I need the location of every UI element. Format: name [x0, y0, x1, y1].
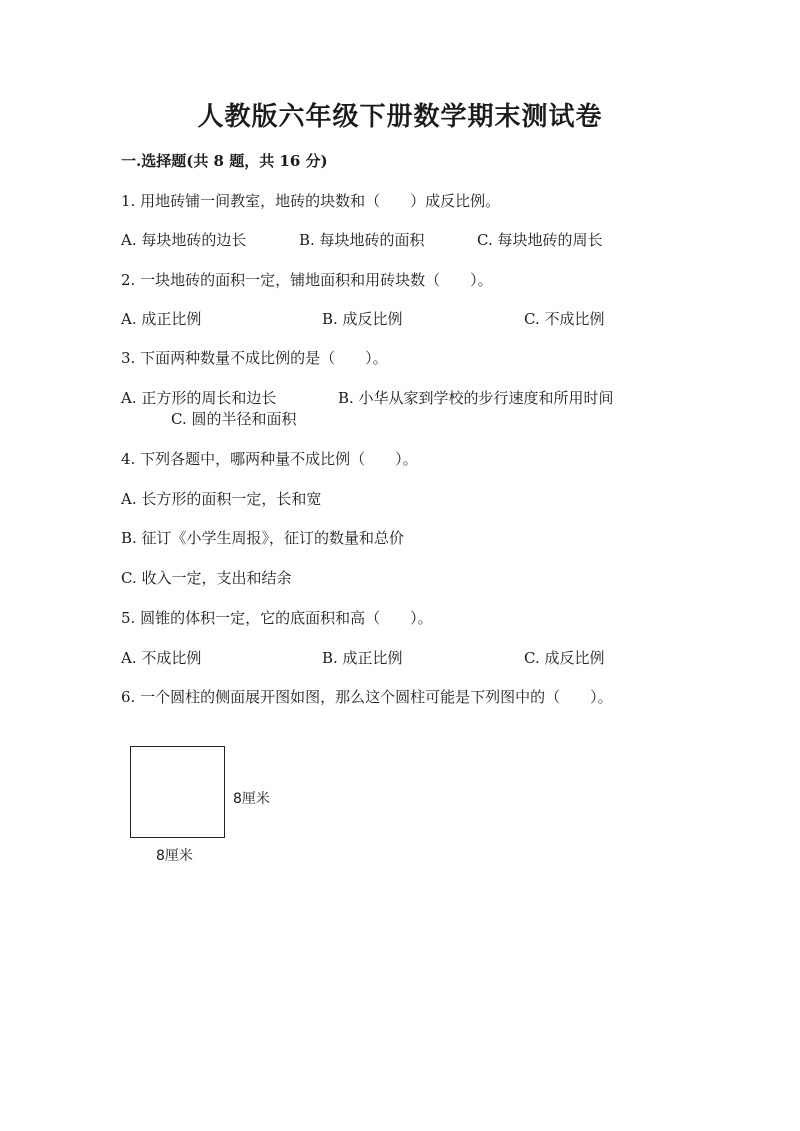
question-4-option-c: C. 收入一定，支出和结余 — [121, 569, 292, 587]
question-3-option-a: A. 正方形的周长和边长 — [121, 389, 277, 407]
question-5-stem: 5. 圆锥的体积一定，它的底面积和高（ ）。 — [121, 609, 433, 627]
question-1-option-a: A. 每块地砖的边长 — [121, 231, 247, 249]
question-3-stem: 3. 下面两种数量不成比例的是（ ）。 — [121, 349, 388, 367]
question-2-option-a: A. 成正比例 — [121, 310, 202, 328]
figure-height-label: 8厘米 — [233, 791, 270, 807]
question-1-stem: 1. 用地砖铺一间教室，地砖的块数和（ ）成反比例。 — [121, 192, 501, 210]
question-4-option-b: B. 征订《小学生周报》，征订的数量和总价 — [121, 529, 405, 547]
section-heading: 一.选择题(共 8 题，共 16 分) — [121, 152, 328, 170]
question-4-stem: 4. 下列各题中，哪两种量不成比例（ ）。 — [121, 450, 418, 468]
question-5-option-b: B. 成正比例 — [322, 649, 403, 667]
question-2-option-c: C. 不成比例 — [524, 310, 605, 328]
question-6-stem: 6. 一个圆柱的侧面展开图如图，那么这个圆柱可能是下列图中的（ ）。 — [121, 688, 613, 706]
question-3-option-b: B. 小华从家到学校的步行速度和所用时间 — [338, 389, 614, 407]
page-title: 人教版六年级下册数学期末测试卷 — [197, 102, 603, 132]
question-2-option-b: B. 成反比例 — [322, 310, 403, 328]
question-3-option-c: C. 圆的半径和面积 — [171, 410, 297, 428]
question-1-option-c: C. 每块地砖的周长 — [477, 231, 603, 249]
question-1-option-b: B. 每块地砖的面积 — [299, 231, 425, 249]
figure-width-label: 8厘米 — [156, 848, 193, 864]
question-2-stem: 2. 一块地砖的面积一定，铺地面积和用砖块数（ ）。 — [121, 271, 493, 289]
question-5-option-c: C. 成反比例 — [524, 649, 605, 667]
question-5-option-a: A. 不成比例 — [121, 649, 202, 667]
cylinder-net-square — [130, 746, 225, 838]
question-4-option-a: A. 长方形的面积一定，长和宽 — [121, 490, 322, 508]
